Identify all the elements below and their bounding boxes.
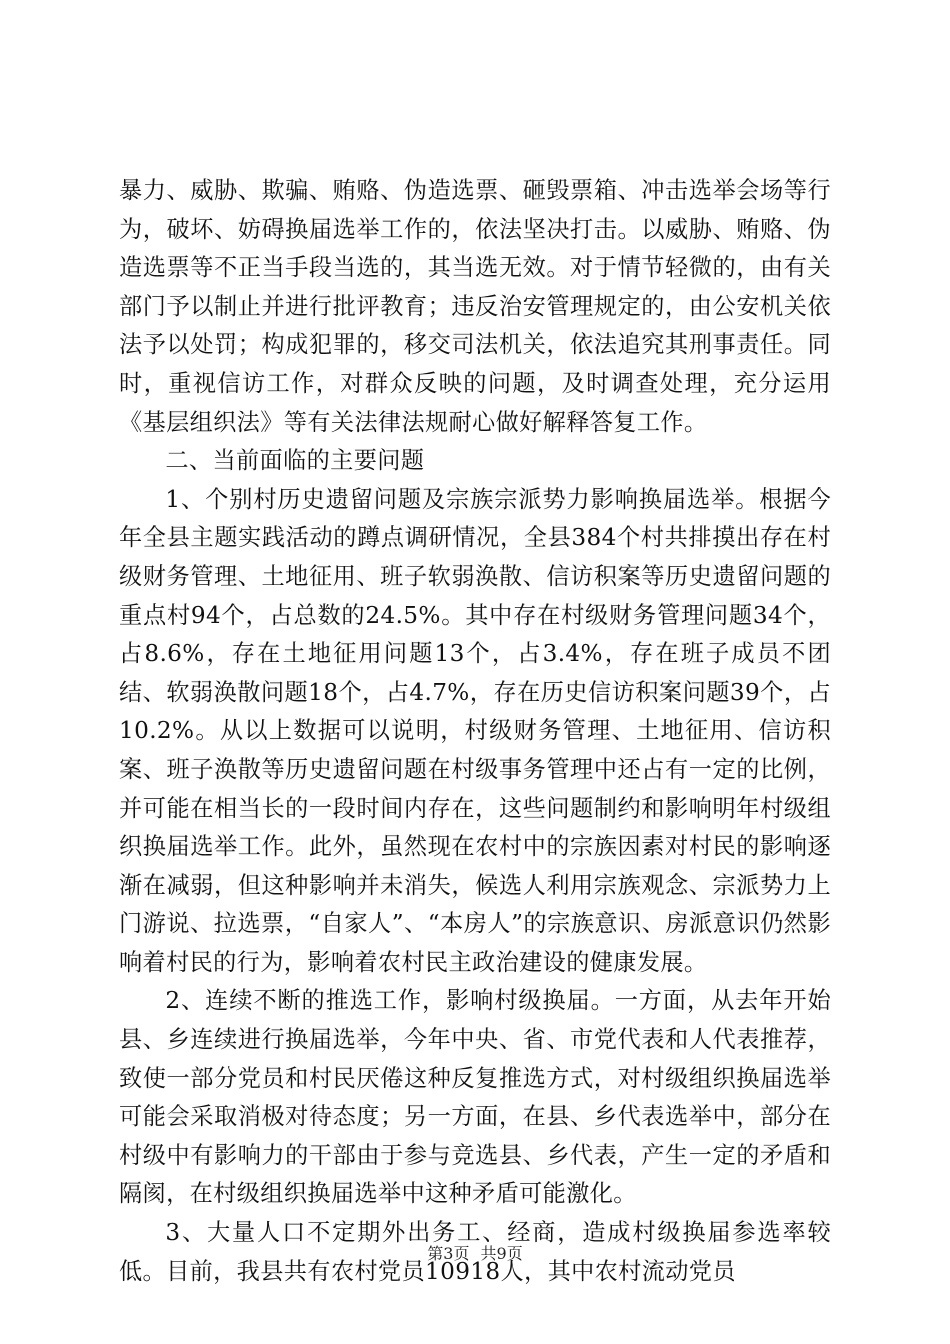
page-footer: [0, 1243, 950, 1265]
document-body: [119, 172, 831, 1291]
paragraph-2: 1、个别村历史遗留问题及宗族宗派势力影响换届选举。根据今年全县主题实践活动的蹲点调研情况，全县384个村共排摸出存在村级财务管理、土地征用、班子软弱涣散、信访积案等历史遗留问题的重点村94个，占总数的24.5%。其中存在村级财务管理问题34个，占8.6%，存在土地征用问题13个，占3.4%，存在班子成员不团结、软弱涣散问题18个，占4.7%，存在历史信访积案问题39个，占10.2%。从以上数据可以说明，村级财务管理、土地征用、信访积案、班子涣散等历史遗留问题在村级事务管理中还占有一定的比例，并可能在相当长的一段时间内存在，这些问题制约和影响明年村级组织换届选举工作。此外，虽然现在农村中的宗族因素对村民的影响逐渐在减弱，但这种影响并未消失，候选人利用宗族观念、宗派势力上门游说、拉选票，“自家人”、“本房人”的宗族意识、房派意识仍然影响着村民的行为，影响着农村民主政治建设的健康发展。: [119, 485, 831, 976]
page-number: 第3页: [427, 1244, 470, 1263]
paragraph-1: 暴力、威胁、欺骗、贿赂、伪造选票、砸毁票箱、冲击选举会场等行为，破坏、妨碍换届选举工作的，依法坚决打击。以威胁、贿赂、伪造选票等不正当手段当选的，其当选无效。对于情节轻微的，由有关部门予以制止并进行批评教育；违反治安管理规定的，由公安机关依法予以处罚；构成犯罪的，移交司法机关，依法追究其刑事责任。同时，重视信访工作，对群众反映的问题，及时调查处理，充分运用《基层组织法》等有关法律法规耐心做好解释答复工作。: [119, 177, 831, 436]
page-total: 共9页: [480, 1244, 523, 1263]
paragraph-4: 3、大量人口不定期外出务工、经商，造成村级换届参选率较低。目前，我县共有农村党员10918人，其中农村流动党员: [119, 1219, 831, 1285]
paragraph-3: 2、连续不断的推选工作，影响村级换届。一方面，从去年开始县、乡连续进行换届选举，今年中央、省、市党代表和人代表推荐，致使一部分党员和村民厌倦这种反复推选方式，对村级组织换届选举可能会采取消极对待态度；另一方面，在县、乡代表选举中，部分在村级中有影响力的干部由于参与竞选县、乡代表，产生一定的矛盾和隔阂，在村级组织换届选举中这种矛盾可能激化。: [119, 987, 831, 1208]
section-heading: 二、当前面临的主要问题: [165, 447, 425, 475]
